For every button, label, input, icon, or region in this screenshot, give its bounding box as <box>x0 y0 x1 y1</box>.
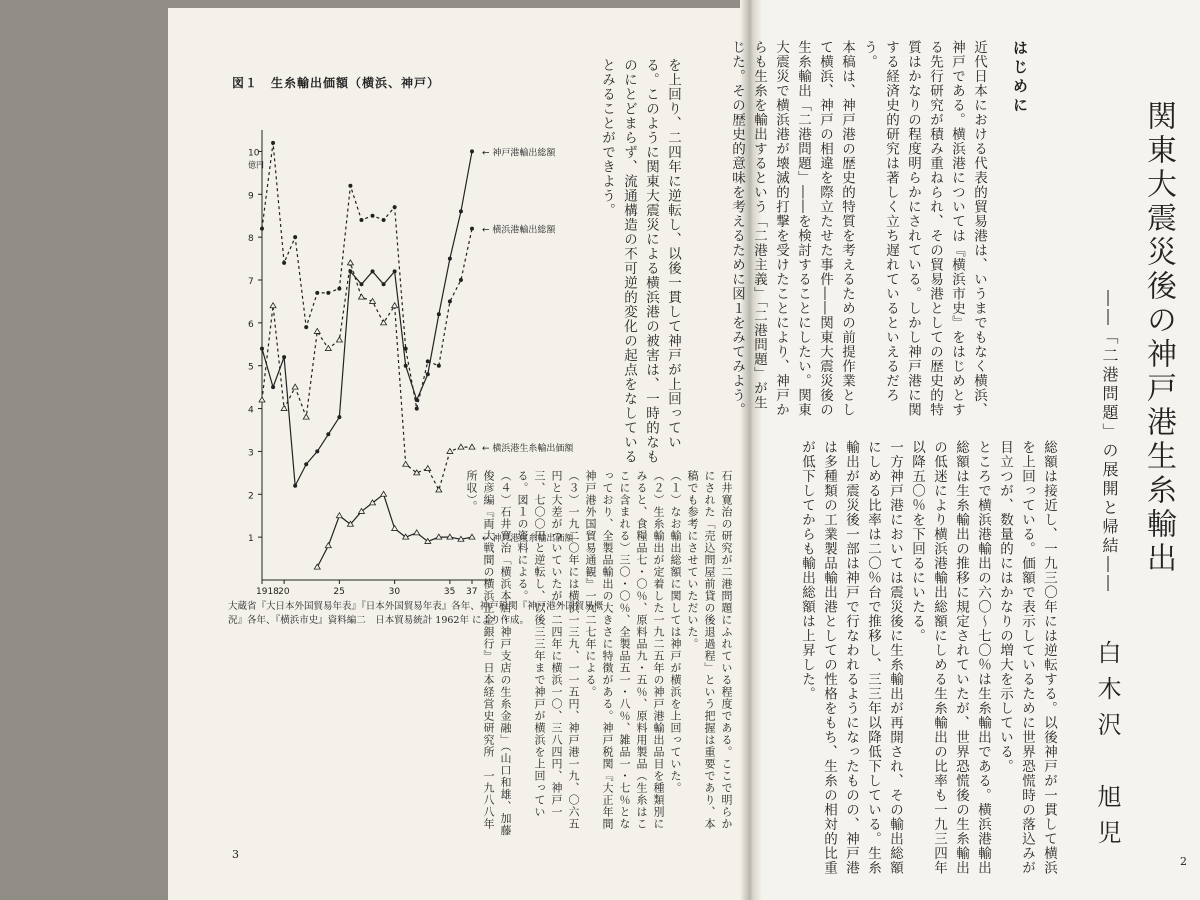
x-tick-label: 37 <box>466 587 478 597</box>
data-point <box>260 347 264 351</box>
right-para-4: ところで横浜港輸出の六〇～七〇％は生糸輸出である。横浜港輸出総額は生糸輸出の推移に規定されていたが、世界恐慌後の生糸輸出の低迷により横浜港輸出総額にしめる生糸輸出の比率も一九三四年以降五〇％を下回るにいたる。 <box>909 440 991 875</box>
author-name: 白木沢 旭児 <box>1093 640 1121 856</box>
data-point <box>337 287 341 291</box>
data-point <box>426 359 430 363</box>
data-point <box>326 291 330 295</box>
series-label-1: ← 横浜港輸出総額 <box>482 225 556 236</box>
data-point <box>303 414 309 419</box>
x-tick-label: 30 <box>388 587 401 597</box>
data-point <box>270 303 276 308</box>
data-point <box>336 337 342 342</box>
note-intro: 石井寛治の研究が二港問題にふれている程度である。ここで明らかにされた「売込問屋前貸の後退過程」という把握は重要であり、本稿でも参考にさせていただいた。 <box>686 470 733 830</box>
note-4: （４）石井寛治「横浜本店・神戸支店の生糸金融」（山口和雄、加藤俊彦編『両大戦間の横浜正金銀行』日本経営史研究所 一九八八年所収）。 <box>465 470 512 837</box>
article-subtitle: ――「二港問題」の展開と帰結―― <box>1100 290 1119 594</box>
data-point <box>470 149 474 153</box>
y-tick-label: 5 <box>248 362 254 373</box>
data-point <box>459 209 463 213</box>
y-unit-label: 億円 <box>248 160 264 170</box>
data-point <box>315 449 319 453</box>
data-point <box>282 261 286 265</box>
data-point <box>304 325 308 329</box>
data-point <box>314 328 320 333</box>
right-para-1: 近代日本における代表的貿易港は、いうまでもなく横浜、神戸である。横浜港については『横浜市史』をはじめとする先行研究が積み重ねられ、その貿易港としての歴史的特質はかなりの程度明らかにされている。しかし神戸港に関する経済史的研究は著しく立ち遅れているといえるだろう。 <box>861 40 987 417</box>
y-tick-label: 8 <box>248 234 254 245</box>
figure-caption: 大蔵省『大日本外国貿易年表』『日本外国貿易年表』各年、神戸税関『神戸港外国貿易概況』各年、『横浜市史』資料編二 日本貿易統計 1962年 により作成。 <box>228 601 604 626</box>
right-body-top <box>729 40 990 420</box>
data-point <box>260 227 264 231</box>
x-tick-label: 20 <box>278 587 290 597</box>
data-point <box>293 235 297 239</box>
data-point <box>271 385 275 389</box>
data-point <box>292 384 298 389</box>
data-point <box>359 218 363 222</box>
series-label-0: ← 神戸港輸出総額 <box>482 148 556 159</box>
series-label-2: ← 横浜港生糸輸出価額 <box>482 444 574 455</box>
data-point <box>382 282 386 286</box>
data-point <box>259 397 265 402</box>
data-point <box>347 260 353 265</box>
data-point <box>392 303 398 308</box>
x-tick-label: 25 <box>333 587 345 597</box>
y-tick-label: 6 <box>248 319 254 330</box>
data-point <box>469 444 475 449</box>
y-tick-label: 1 <box>248 534 254 545</box>
data-point <box>447 448 453 453</box>
data-point <box>326 432 330 436</box>
data-point <box>404 364 408 368</box>
x-tick-label: 35 <box>443 587 456 597</box>
data-point <box>359 282 363 286</box>
y-tick-label: 4 <box>248 405 254 416</box>
y-tick-label: 3 <box>248 448 254 459</box>
article-title: 関東大震災後の神戸港生糸輸出 <box>1141 100 1176 576</box>
page-number-left: 3 <box>232 848 239 861</box>
data-point <box>281 406 287 411</box>
data-point <box>415 407 419 411</box>
note-1: （１）なお輸出総額に関しては神戸が横浜を上回っていた。 <box>669 470 682 794</box>
data-point <box>448 299 452 303</box>
data-point <box>271 141 275 145</box>
data-point <box>448 257 452 261</box>
right-para-3: 総額は接近し、一九三〇年には逆転する。以後神戸が一貫して横浜を上回っている。価額で表示しているために世界恐慌時の落込みが目立つが、数量的にはかなりの増大を示している。 <box>997 440 1057 875</box>
x-tick-label: 1918 <box>256 587 279 597</box>
series-line-0 <box>262 151 472 485</box>
data-point <box>458 444 464 449</box>
data-point <box>325 346 331 351</box>
data-point <box>371 214 375 218</box>
data-point <box>437 364 441 368</box>
data-point <box>403 461 409 466</box>
right-body-bottom <box>770 440 1060 880</box>
data-point <box>337 415 341 419</box>
data-point <box>459 278 463 282</box>
series-label-3: ← 神戸港生糸輸出価額 <box>482 534 574 545</box>
y-tick-label: 9 <box>248 191 254 202</box>
note-2: （２）生糸輸出が定着した一九二五年の神戸港輸出品目を種類別にみると、食糧品七・〇％、原料品九・五％、原料用製品（生糸はここに含まれる）三〇・〇％、全製品五一・八％、雑品一・七％となっており、全製品輸出の大きさに特徴がある。神戸税関『大正年間神戸港外国貿易通観』一九二七年による。 <box>584 470 665 830</box>
right-para-2: 本稿は、神戸港の歴史的特質を考えるための前提作業として横浜、神戸の相違を際立たせた事件――関東大震災後の生糸輸出「二港問題」――を検討することにしたい。関東大震災で横浜港が壊滅的打撃を受けたことにより、神戸からも生糸を輸出するという「二港主義」「二港問題」が生じた。その歴史的意味を考えるために図１をみてみよう。 <box>729 40 855 417</box>
note-3: （３）一九二〇年には横浜一三九、一一五円、神戸港一九、〇六五円と大差がついていたが、二四年に横浜一〇、三八四円、神戸一三、七〇〇円と逆転し、以後三三年まで神戸が横浜を上回っている。図１の資料による。 <box>516 470 580 830</box>
left-notes <box>255 470 735 840</box>
page-number-right: 2 <box>1180 855 1187 868</box>
right-para-5: 一方神戸港においては震災後に生糸輸出が再開され、その輸出総額にしめる比率は二〇％台で推移し、三三年以降低下している。生糸輸出が震災後一部は神戸で行なわれるようになったものの、神戸港は多種類の工業製品輸出港としての性格をもち、生糸の相対的比重が低下してからも輸出総額は上昇した。 <box>799 440 903 875</box>
data-point <box>315 291 319 295</box>
data-point <box>382 218 386 222</box>
data-point <box>437 312 441 316</box>
data-point <box>282 355 286 359</box>
left-main-col-1: を上回り、二四年に逆転し、以後一貫して神戸が上回っている。このように関東大震災による横浜港の被害は、一時的なものにとどまらず、流通構造の不可逆的変化の起点をなしているとみることができよう。 <box>599 58 681 464</box>
series-line-2 <box>262 263 472 490</box>
series-line-1 <box>262 143 472 409</box>
section-heading: はじめに <box>1011 40 1029 116</box>
data-point <box>348 184 352 188</box>
data-point <box>304 462 308 466</box>
data-point <box>393 205 397 209</box>
data-point <box>393 269 397 273</box>
data-point <box>426 372 430 376</box>
data-point <box>371 269 375 273</box>
y-tick-label: 7 <box>248 277 254 287</box>
data-point <box>358 294 364 299</box>
y-tick-label: 10 <box>248 148 260 159</box>
data-point <box>404 347 408 351</box>
figure-title: 図１ 生糸輸出価額（横浜、神戸） <box>232 76 441 90</box>
y-tick-label: 2 <box>248 491 254 502</box>
data-point <box>470 227 474 231</box>
